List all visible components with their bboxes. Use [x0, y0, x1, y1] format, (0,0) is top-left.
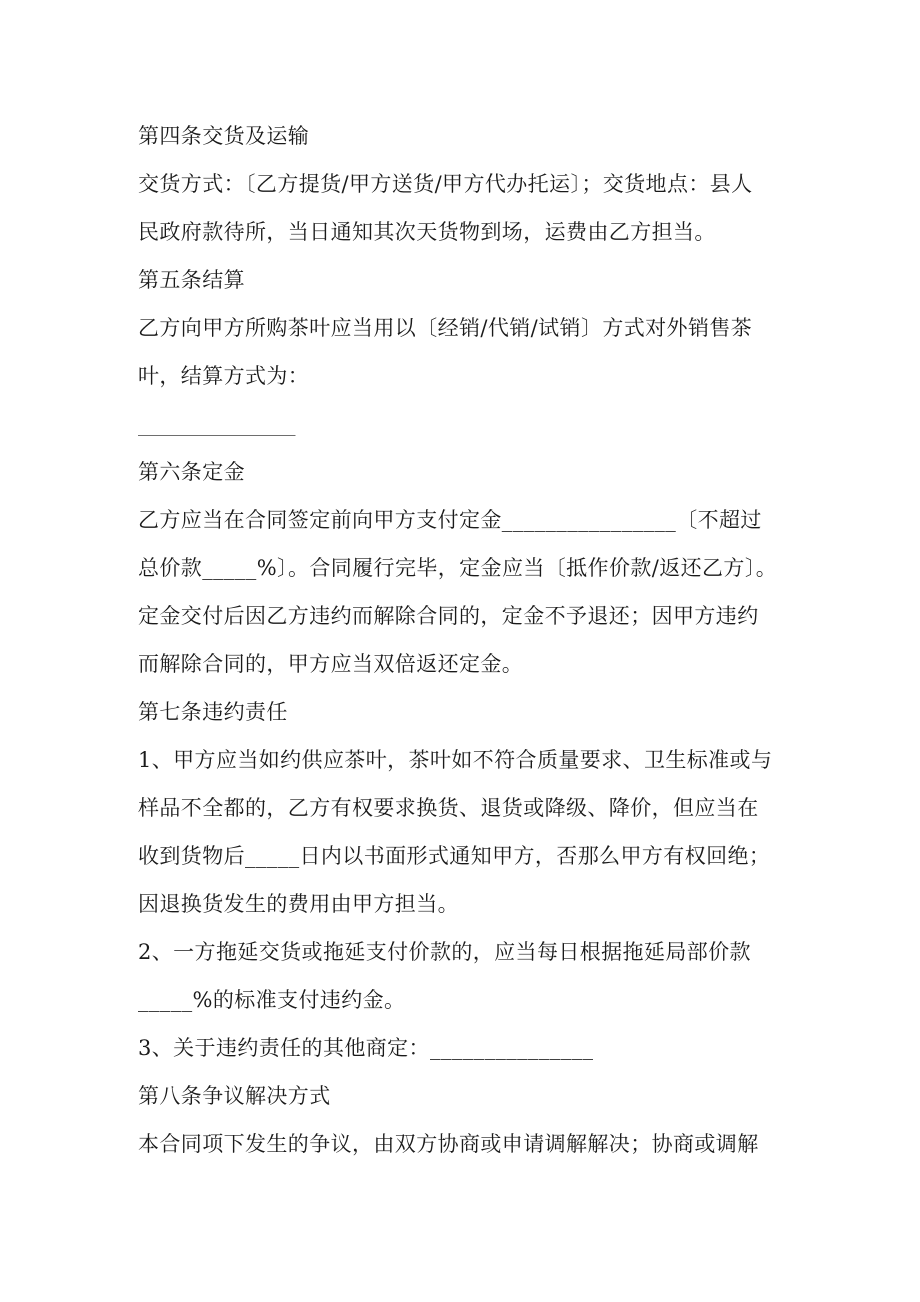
paragraph-line: 总价款_____%〕。合同履行完毕，定金应当〔抵作价款/返还乙方〕。 — [138, 556, 778, 580]
settlement-blank-line: _______________ — [138, 412, 296, 436]
heading-article-6: 第六条定金 — [138, 460, 245, 484]
paragraph-line: 而解除合同的，甲方应当双倍返还定金。 — [138, 652, 524, 676]
heading-article-4: 第四条交货及运输 — [138, 124, 310, 148]
paragraph-line: 因退换货发生的费用由甲方担当。 — [138, 892, 459, 916]
heading-article-5: 第五条结算 — [138, 268, 245, 292]
paragraph-line: 3、关于违约责任的其他商定：_______________ — [138, 1036, 594, 1060]
paragraph-line: 2、一方拖延交货或拖延支付价款的，应当每日根据拖延局部价款 — [138, 940, 751, 964]
contract-page — [138, 112, 788, 1168]
paragraph-line: 收到货物后_____日内以书面形式通知甲方，否那么甲方有权回绝； — [138, 844, 771, 868]
paragraph-line: 定金交付后因乙方违约而解除合同的，定金不予退还；因甲方违约 — [138, 604, 759, 628]
heading-article-7: 第七条违约责任 — [138, 700, 288, 724]
paragraph-line: 交货方式：〔乙方提货/甲方送货/甲方代办托运〕；交货地点：县人 — [138, 172, 753, 196]
heading-article-8: 第八条争议解决方式 — [138, 1084, 331, 1108]
paragraph-line: 乙方应当在合同签定前向甲方支付定金________________〔不超过 — [138, 508, 762, 532]
paragraph-line: 本合同项下发生的争议，由双方协商或申请调解解决；协商或调解 — [138, 1132, 759, 1156]
paragraph-line: 民政府款待所，当日通知其次天货物到场，运费由乙方担当。 — [138, 220, 716, 244]
paragraph-line: 叶，结算方式为： — [138, 364, 310, 388]
paragraph-line: 样品不全都的，乙方有权要求换货、退货或降级、降价，但应当在 — [138, 796, 759, 820]
paragraph-line: _____%的标准支付违约金。 — [138, 988, 406, 1012]
paragraph-line: 乙方向甲方所购茶叶应当用以〔经销/代销/试销〕方式对外销售茶 — [138, 316, 753, 340]
paragraph-line: 1、甲方应当如约供应茶叶，茶叶如不符合质量要求、卫生标准或与 — [138, 748, 773, 772]
